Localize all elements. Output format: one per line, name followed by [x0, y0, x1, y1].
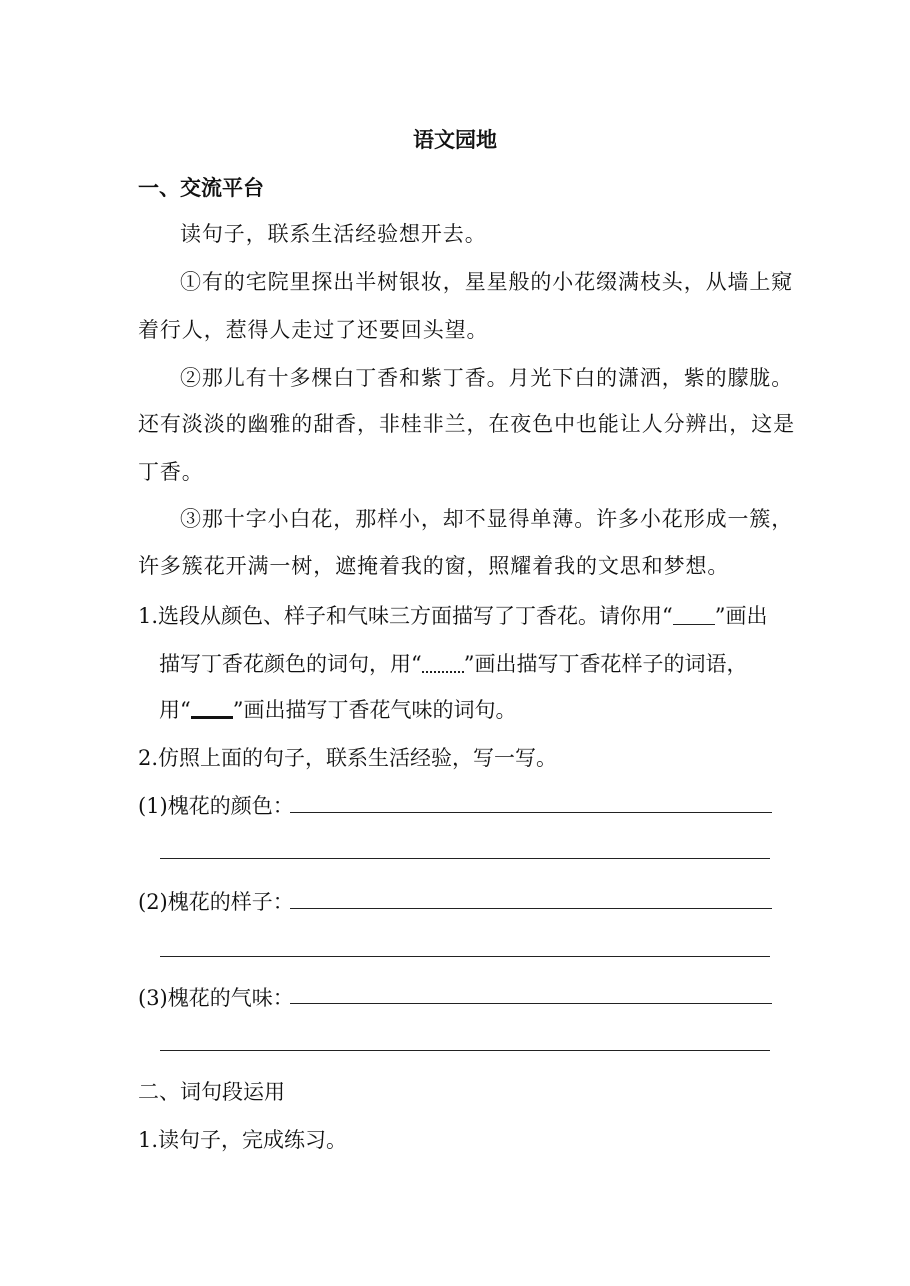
passage-2-line-1: ②那儿有十多棵白丁香和紫丁香。月光下白的潇洒，紫的朦胧。 — [180, 366, 794, 390]
wavy-line-mark — [422, 652, 464, 673]
question-1-line-1 — [138, 600, 768, 630]
item-3-answer-line-2[interactable] — [160, 1050, 770, 1051]
straight-line-mark — [673, 603, 715, 625]
item-1-label: (1)槐花的颜色： — [138, 794, 294, 818]
question-1-text-c: 描写丁香花颜色的词句，用“ — [159, 652, 422, 676]
section-1-intro: 读句子，联系生活经验想开去。 — [180, 222, 487, 246]
passage-3-line-1: ③那十字小白花，那样小，却不显得单薄。许多小花形成一簇， — [180, 507, 794, 531]
question-1-line-2 — [159, 648, 748, 678]
passage-1-line-1: ①有的宅院里探出半树银妆，星星般的小花缀满枝头，从墙上窥 — [180, 270, 794, 294]
item-2-answer-line-1[interactable] — [290, 908, 772, 909]
question-1-text-e: 用“ — [159, 698, 191, 722]
item-3-label: (3)槐花的气味： — [138, 986, 294, 1010]
thick-line-mark — [191, 695, 233, 719]
page-title: 语文园地 — [413, 127, 497, 152]
question-1-line-3 — [159, 694, 517, 724]
question-1-text-d: ”画出描写丁香花样子的词语， — [463, 652, 748, 676]
question-1-text-a: 1.选段从颜色、样子和气味三方面描写了丁香花。请你用“ — [138, 604, 673, 628]
passage-1-line-2: 着行人，惹得人走过了还要回头望。 — [138, 318, 489, 342]
item-2-label: (2)槐花的样子： — [138, 890, 294, 914]
question-1-text-b: ”画出 — [714, 604, 768, 628]
item-1-answer-line-2[interactable] — [160, 858, 770, 859]
item-3-answer-line-1[interactable] — [290, 1003, 772, 1004]
passage-2-line-3: 丁香。 — [138, 460, 204, 484]
question-2-prompt: 2.仿照上面的句子，联系生活经验，写一写。 — [138, 746, 558, 770]
passage-3-line-2: 许多簇花开满一树，遮掩着我的窗，照耀着我的文思和梦想。 — [138, 554, 730, 578]
section-2-heading: 二、词句段运用 — [138, 1080, 285, 1104]
item-1-answer-line-1[interactable] — [290, 812, 772, 813]
section-2-question-1: 1.读句子，完成练习。 — [138, 1128, 348, 1152]
item-2-answer-line-2[interactable] — [160, 956, 770, 957]
passage-2-line-2: 还有淡淡的幽雅的甜香，非桂非兰，在夜色中也能让人分辨出，这是 — [138, 412, 795, 436]
section-1-heading: 一、交流平台 — [138, 175, 264, 200]
question-1-text-f: ”画出描写丁香花气味的词句。 — [232, 698, 517, 722]
